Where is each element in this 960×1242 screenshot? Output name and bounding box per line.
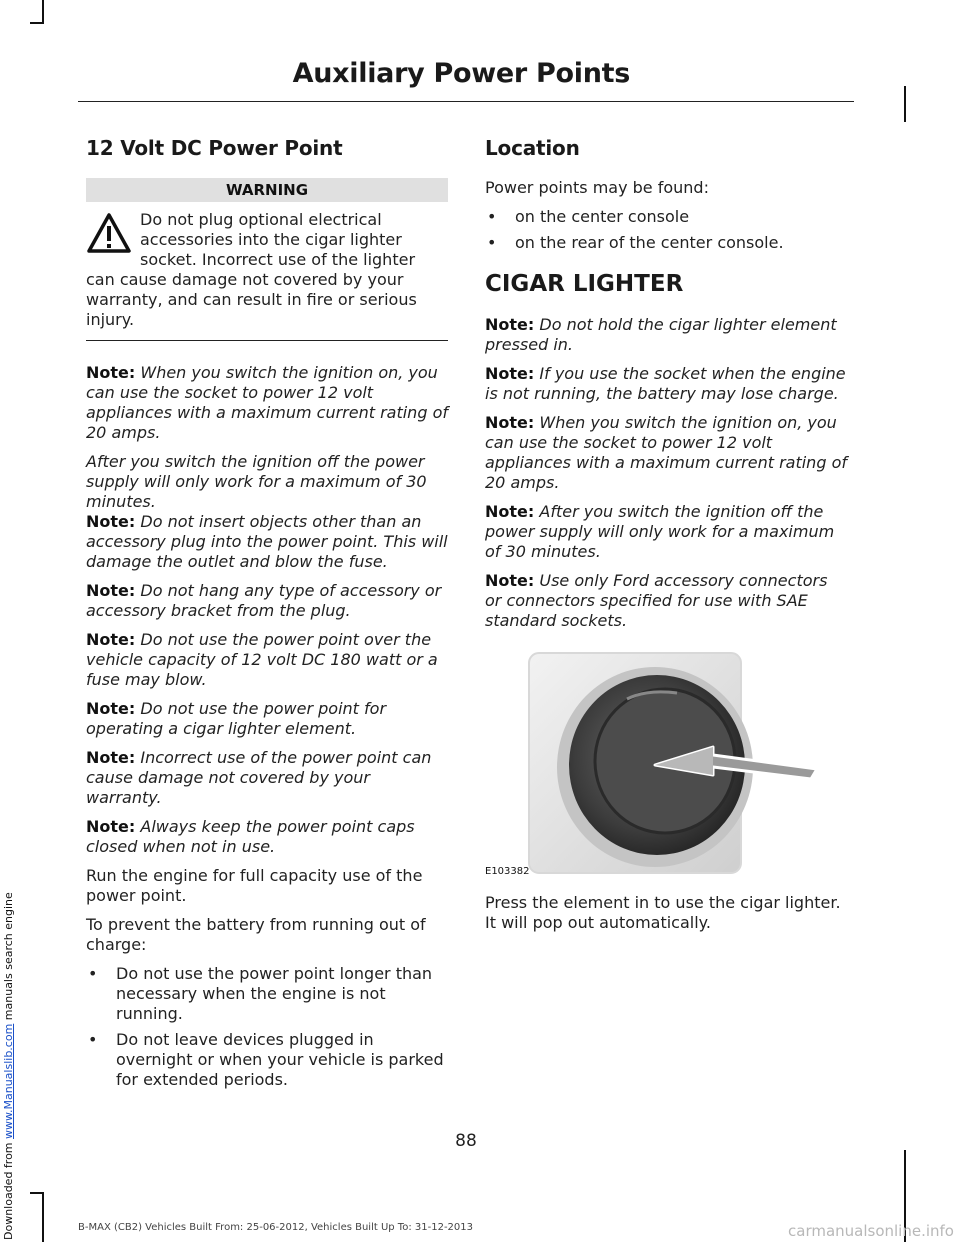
header-rule xyxy=(78,101,854,102)
note-label: Note: xyxy=(485,502,535,521)
warning-label: WARNING xyxy=(86,178,448,202)
warning-box xyxy=(86,210,448,341)
note-text: Do not use the power point over the vehicle capacity of 12 volt DC 180 watt or a fuse may blow. xyxy=(86,630,438,689)
note-text: Incorrect use of the power point can cause damage not covered by your warranty. xyxy=(86,748,432,807)
list-item: • Do not use the power point longer than necessary when the engine is not running. xyxy=(86,964,448,1024)
note-6 xyxy=(86,748,448,808)
note-text: Do not hold the cigar lighter element pressed in. xyxy=(485,315,837,354)
note-label: Note: xyxy=(86,699,136,718)
left-column xyxy=(86,136,448,1096)
note-3 xyxy=(86,581,448,621)
note-5 xyxy=(86,699,448,739)
note-text: Always keep the power point caps closed when not in use. xyxy=(86,817,415,856)
section-heading-cigar-lighter: CIGAR LIGHTER xyxy=(485,271,684,297)
download-prefix: Downloaded from xyxy=(2,1142,15,1240)
note-text: After you switch the ignition off the power supply will only work for a maximum of 30 minutes. xyxy=(86,452,427,511)
section-heading-location: Location xyxy=(485,136,580,160)
note-label: Note: xyxy=(86,581,136,600)
note-label: Note: xyxy=(485,364,535,383)
manualslib-link[interactable]: www.Manualslib.com xyxy=(2,1023,15,1139)
note-text: Use only Ford accessory connectors or connectors specified for use with SAE standard sockets. xyxy=(485,571,828,630)
page-title: Auxiliary Power Points xyxy=(292,58,630,89)
note-3 xyxy=(485,413,847,493)
note-5 xyxy=(485,571,847,631)
battery-bullet-list xyxy=(86,964,448,1090)
page-number: 88 xyxy=(455,1131,477,1151)
note-4 xyxy=(485,502,847,562)
note-1 xyxy=(86,363,448,443)
crop-mark xyxy=(42,0,44,22)
note-text: After you switch the ignition off the power supply will only work for a maximum of 30 minutes. xyxy=(485,502,835,561)
download-suffix: manuals search engine xyxy=(2,892,15,1021)
figure-code: E103382 xyxy=(485,866,530,877)
right-column xyxy=(485,136,847,942)
location-intro: Power points may be found: xyxy=(485,178,709,197)
crop-mark xyxy=(904,86,906,122)
crop-mark xyxy=(42,1192,44,1242)
list-item: • Do not leave devices plugged in overnight or when your vehicle is parked for extended periods. xyxy=(86,1030,448,1090)
warning-triangle-icon xyxy=(86,212,132,254)
note-text: If you use the socket when the engine is not running, the battery may lose charge. xyxy=(485,364,846,403)
note-2 xyxy=(86,512,448,572)
note-label: Note: xyxy=(86,512,136,531)
note-text: Do not use the power point for operating a cigar lighter element. xyxy=(86,699,387,738)
section-heading-power-point: 12 Volt DC Power Point xyxy=(86,136,343,160)
watermark: carmanualsonline.info xyxy=(788,1222,954,1240)
note-label: Note: xyxy=(86,748,136,767)
note-label: Note: xyxy=(86,817,136,836)
paragraph-run-engine: Run the engine for full capacity use of the power point. xyxy=(86,866,423,905)
paragraph-prevent-battery: To prevent the battery from running out of charge: xyxy=(86,915,426,954)
crop-mark xyxy=(30,1192,44,1194)
cigar-lighter-illustration xyxy=(527,649,817,877)
figure-caption: Press the element in to use the cigar lighter. It will pop out automatically. xyxy=(485,893,841,932)
cigar-lighter-figure xyxy=(485,649,817,877)
note-text: When you switch the ignition on, you can use the socket to power 12 volt appliances with a maximum current rating of 20 amps. xyxy=(86,363,448,442)
note-text: Do not hang any type of accessory or accessory bracket from the plug. xyxy=(86,581,442,620)
footer-text: B-MAX (CB2) Vehicles Built From: 25-06-2012, Vehicles Built Up To: 31-12-2013 xyxy=(78,1222,473,1233)
note-2 xyxy=(485,364,847,404)
note-label: Note: xyxy=(86,363,136,382)
location-bullet-list xyxy=(485,207,847,253)
note-label: Note: xyxy=(485,413,535,432)
note-text: Do not insert objects other than an accessory plug into the power point. This will damage the outlet and blow the fuse. xyxy=(86,512,448,571)
list-item: • on the rear of the center console. xyxy=(485,233,847,253)
note-7 xyxy=(86,817,448,857)
note-text: When you switch the ignition on, you can use the socket to power 12 volt appliances with a maximum current rating of 20 amps. xyxy=(485,413,847,492)
note-4 xyxy=(86,630,448,690)
note-label: Note: xyxy=(86,630,136,649)
note-label: Note: xyxy=(485,571,535,590)
download-banner xyxy=(2,892,15,1240)
note-1 xyxy=(485,315,847,355)
crop-mark xyxy=(30,22,44,24)
paragraph-ignition-off xyxy=(86,452,448,512)
list-item: • on the center console xyxy=(485,207,847,227)
warning-text: Do not plug optional electrical accessories into the cigar lighter socket. Incorrect use of the lighter can cause damage not covered by your warranty, and can result in fire or serious injury. xyxy=(86,210,417,329)
note-label: Note: xyxy=(485,315,535,334)
